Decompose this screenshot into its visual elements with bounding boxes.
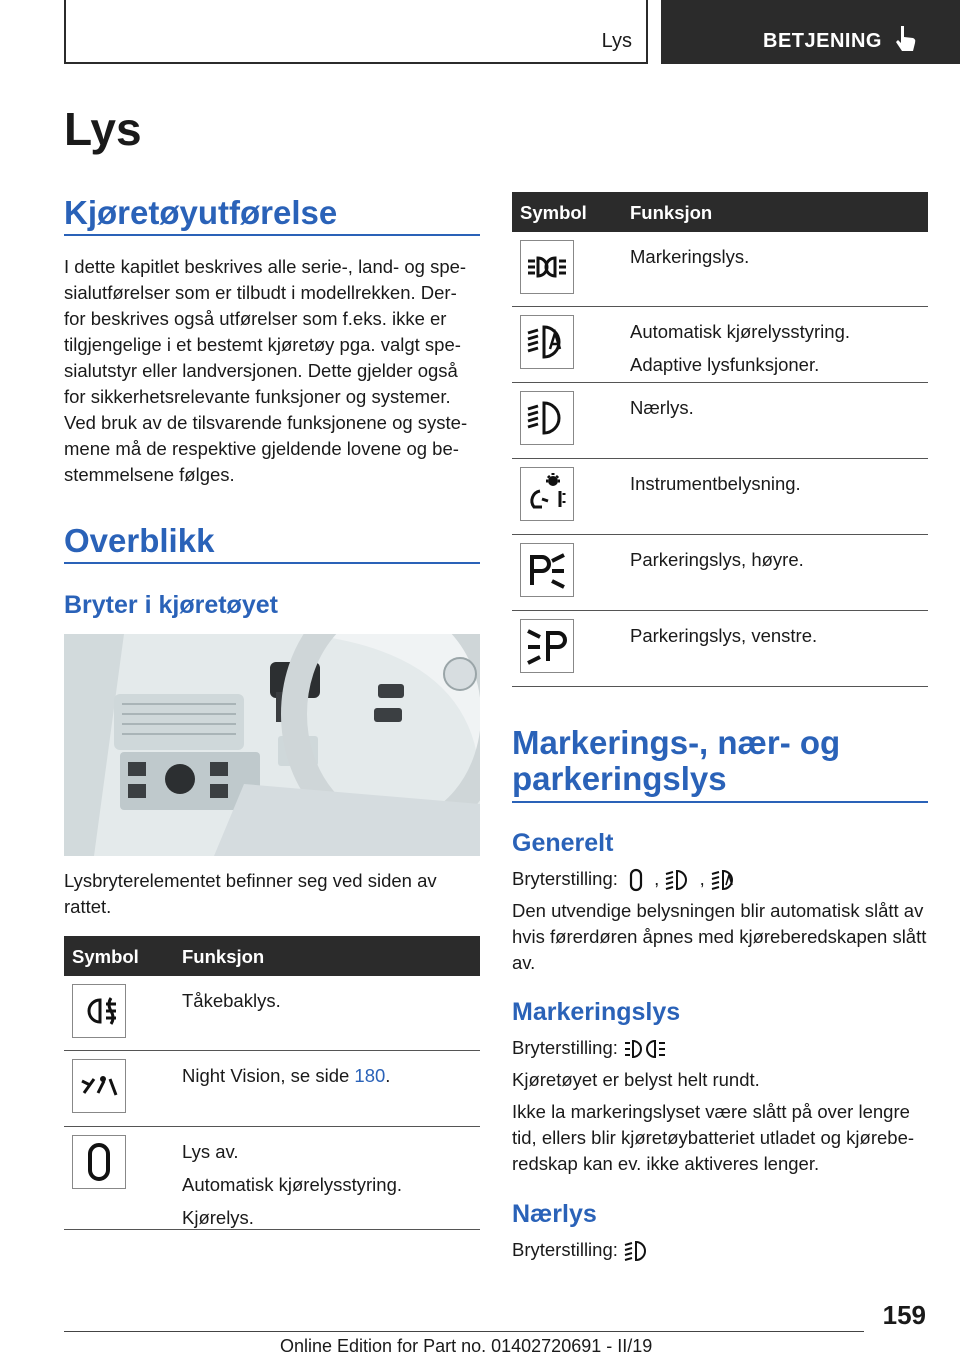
header-section-box [64, 0, 648, 64]
photo-caption: Lysbryterelementet befinner seg ved siden av rattet. [64, 870, 437, 917]
table-row [512, 535, 928, 611]
vehicle-heading: Kjøretøyutførelse [64, 194, 338, 231]
header-chapter-title: BETJENING [763, 30, 882, 52]
table-row [512, 383, 928, 459]
lights-off-icon [623, 868, 649, 892]
heading-rule [512, 801, 928, 803]
function-text: Instrumentbelysning. [630, 473, 801, 494]
function-text: Nærlys. [630, 397, 694, 418]
function-column-header: Funksjon [630, 202, 713, 223]
footer-rule [64, 1331, 864, 1332]
switch-symbol-table [64, 936, 480, 1230]
function-text: Markeringslys. [630, 246, 750, 267]
rear-fog-light-icon [72, 984, 126, 1038]
automatic-headlight-icon [520, 315, 574, 369]
overview-heading: Overblikk [64, 522, 215, 559]
low-beam-icon [520, 391, 574, 445]
function-text: Tåkebaklys. [182, 990, 281, 1011]
table-header [512, 192, 928, 232]
parking-heading: Markeringslys [512, 998, 681, 1026]
header-section-title: Lys [601, 30, 632, 52]
function-text: Night Vision, se side 180. [182, 1065, 391, 1086]
heading-rule [64, 234, 480, 236]
table-row [64, 1127, 480, 1230]
table-row [64, 976, 480, 1051]
markering-heading: Markerings-, nær- og parkeringslys [512, 724, 841, 797]
header-chapter-box [661, 0, 960, 64]
footer-edition: Online Edition for Part no. 01402720691 - II/19 [280, 1336, 653, 1356]
automatic-headlight-icon [710, 868, 740, 892]
table-row [512, 307, 928, 383]
light-symbol-table [512, 192, 928, 687]
parking-text-2: Ikke la markeringslyset være slått på over lengre tid, ellers blir kjøretøybatteriet utladet og kjørebe- redskap kan ev. ikke aktiveres lenger. [512, 1101, 915, 1174]
page-title: Lys [64, 103, 142, 155]
page-link-180[interactable]: 180 [354, 1065, 386, 1086]
table-row [512, 232, 928, 307]
function-text: Parkeringslys, høyre. [630, 549, 804, 570]
lights-off-icon [72, 1135, 126, 1189]
parking-text-1: Kjøretøyet er belyst helt rundt. [512, 1069, 760, 1090]
table-header [64, 936, 480, 976]
table-row [512, 611, 928, 687]
switch-subheading: Bryter i kjøretøyet [64, 591, 278, 619]
general-switch-positions: Bryterstilling: , , [512, 866, 928, 892]
symbol-column-header: Symbol [72, 946, 139, 967]
function-text: Automatisk kjørelysstyring. Adaptive lysfunksjoner. [630, 321, 850, 375]
general-text: Den utvendige belysningen blir automatisk slått av hvis førerdøren åpnes med kjøreberedskapen slått av. [512, 900, 927, 973]
table-row [64, 1051, 480, 1127]
low-beam-switch-position: Bryterstilling: [512, 1237, 928, 1263]
function-text: Parkeringslys, venstre. [630, 625, 818, 646]
parking-lights-icon [520, 240, 574, 294]
function-text: Lys av. Automatisk kjørelysstyring. Kjørelys. [182, 1141, 402, 1228]
heading-rule [64, 562, 480, 564]
parking-lights-icon [623, 1037, 667, 1061]
general-heading: Generelt [512, 829, 614, 857]
symbol-column-header: Symbol [520, 202, 587, 223]
pointing-hand-icon [893, 24, 919, 54]
function-column-header: Funksjon [182, 946, 265, 967]
parking-switch-positions: Bryterstilling: [512, 1035, 928, 1061]
page-number: 159 [882, 1300, 926, 1330]
night-vision-icon [72, 1059, 126, 1113]
parking-light-left-icon [520, 619, 574, 673]
light-switch-photo [64, 634, 480, 856]
low-beam-heading: Nærlys [512, 1200, 597, 1228]
parking-light-right-icon [520, 543, 574, 597]
table-row [512, 459, 928, 535]
low-beam-icon [623, 1239, 653, 1263]
low-beam-icon [664, 868, 694, 892]
vehicle-text: I dette kapitlet beskrives alle serie-, land- og spe- sialutførelser som er tilbudt i modellrekken. Der- for beskrives også utførelser som f.eks. ikke er tilgjengelige i et bestemt kjøretøy pga. valgt spe- sialutstyr eller landversjonen. Dette gjelder også for sikkerhetsrelevante funksjoner og systemer. Ved bruk av de tilsvarende funksjonene og syste- mene må de respektive gjeldende lovene og be- stemmelsene følges. [64, 256, 468, 485]
instrument-lighting-icon [520, 467, 574, 521]
